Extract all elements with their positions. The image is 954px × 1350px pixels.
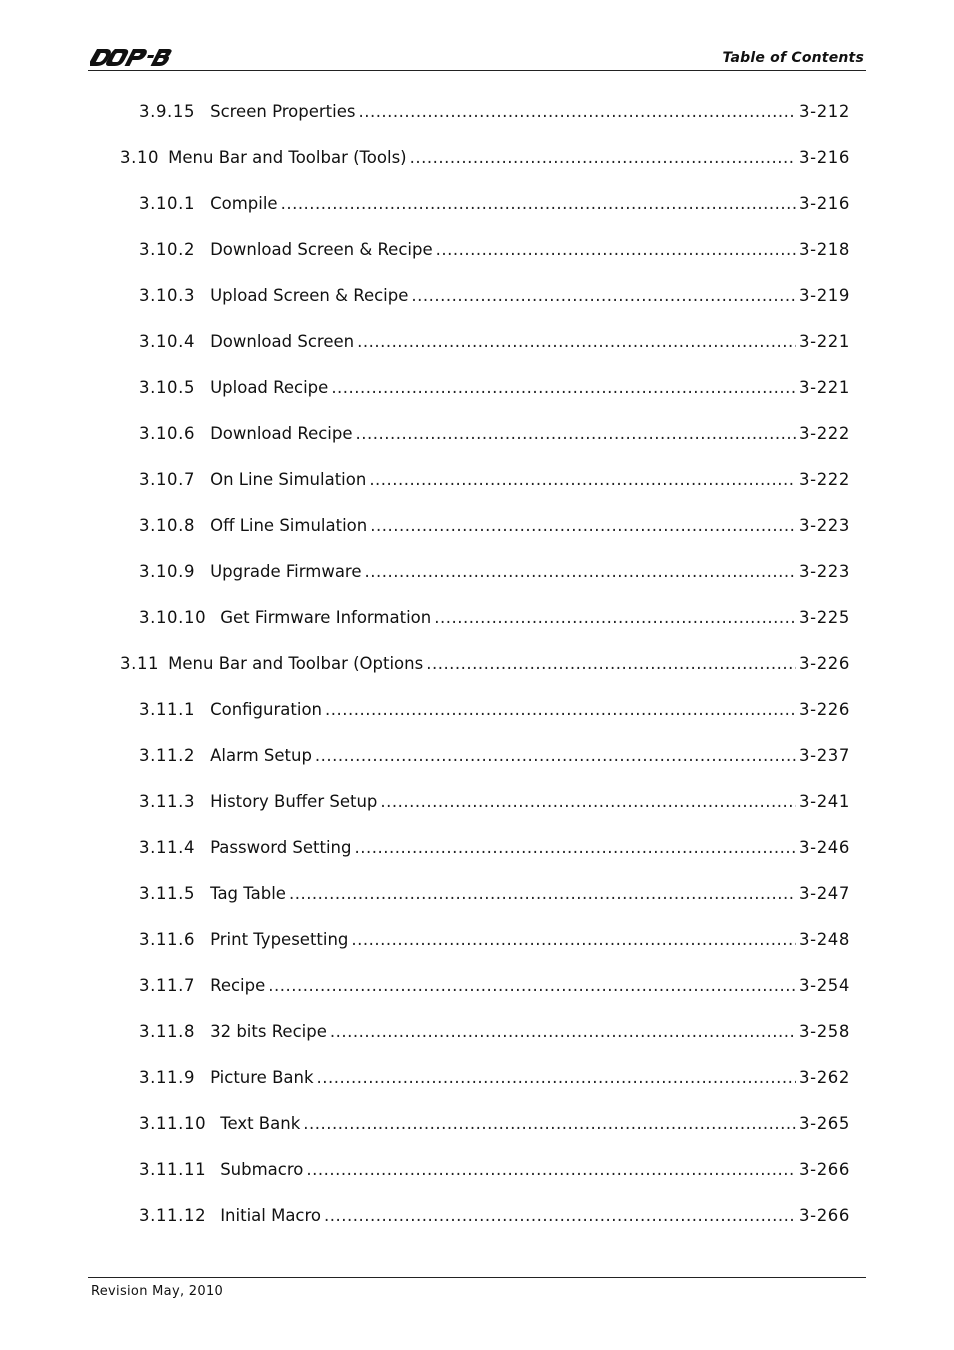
toc-dot-leader — [380, 792, 796, 811]
toc-entry-page: 3-216 — [799, 194, 850, 213]
toc-entry[interactable] — [139, 424, 850, 448]
toc-entry-page: 3-221 — [799, 332, 850, 351]
toc-entry-title: Upgrade Firmware — [210, 562, 362, 581]
toc-dot-leader — [358, 102, 796, 121]
toc-entry-page: 3-241 — [799, 792, 850, 811]
toc-entry[interactable] — [139, 516, 850, 540]
toc-entry-title: On Line Simulation — [210, 470, 367, 489]
toc-entry-page: 3-266 — [799, 1206, 850, 1225]
toc-dot-leader — [325, 700, 796, 719]
toc-entry-page: 3-265 — [799, 1114, 850, 1133]
toc-dot-leader — [306, 1160, 796, 1179]
toc-entry[interactable] — [139, 470, 850, 494]
toc-entry-title: Alarm Setup — [210, 746, 312, 765]
toc-entry-number: 3.11.3 — [139, 792, 196, 811]
toc-entry-number: 3.11.2 — [139, 746, 196, 765]
toc-dot-leader — [370, 516, 796, 535]
toc-entry-title: Menu Bar and Toolbar (Tools) — [168, 148, 407, 167]
toc-entry[interactable] — [139, 1022, 850, 1046]
toc-entry-title: Compile — [210, 194, 278, 213]
toc-entry-page: 3-225 — [799, 608, 850, 627]
toc-entry-number: 3.10.4 — [139, 332, 196, 351]
toc-entry-number: 3.11 — [120, 654, 160, 673]
toc-entry-title: Download Screen — [210, 332, 355, 351]
toc-entry-title: Recipe — [210, 976, 266, 995]
toc-entry-page: 3-222 — [799, 424, 850, 443]
toc-entry[interactable] — [139, 1206, 850, 1230]
toc-entry-title: Get Firmware Information — [220, 608, 432, 627]
toc-entry[interactable] — [139, 378, 850, 402]
toc-entry-title: Print Typesetting — [210, 930, 349, 949]
toc-entry-page: 3-219 — [799, 286, 850, 305]
toc-entry-number: 3.10.10 — [139, 608, 207, 627]
toc-entry-number: 3.10.5 — [139, 378, 196, 397]
toc-entry[interactable] — [139, 240, 850, 264]
toc-dot-leader — [436, 240, 796, 259]
toc-dot-leader — [317, 1068, 797, 1087]
toc-dot-leader — [369, 470, 796, 489]
toc-entry-number: 3.11.10 — [139, 1114, 207, 1133]
toc-entry-number: 3.9.15 — [139, 102, 196, 121]
toc-entry-number: 3.11.6 — [139, 930, 196, 949]
toc-entry-number: 3.10.1 — [139, 194, 196, 213]
toc-entry-title: Configuration — [210, 700, 322, 719]
toc-entry-page: 3-247 — [799, 884, 850, 903]
toc-entry-title: Off Line Simulation — [210, 516, 368, 535]
toc-entry-page: 3-212 — [799, 102, 850, 121]
toc-entry-number: 3.11.1 — [139, 700, 196, 719]
toc-entry-page: 3-266 — [799, 1160, 850, 1179]
toc-entry-number: 3.11.9 — [139, 1068, 196, 1087]
toc-entry-page: 3-254 — [799, 976, 850, 995]
toc-entry-page: 3-226 — [799, 700, 850, 719]
toc-dot-leader — [281, 194, 796, 213]
toc-entry-title: Download Recipe — [210, 424, 353, 443]
toc-entry[interactable] — [120, 654, 850, 678]
toc-entry[interactable] — [139, 1160, 850, 1184]
toc-entry-title: Download Screen & Recipe — [210, 240, 433, 259]
toc-dot-leader — [331, 378, 796, 397]
toc-entry-page: 3-258 — [799, 1022, 850, 1041]
toc-entry-page: 3-223 — [799, 562, 850, 581]
toc-entry-title: Menu Bar and Toolbar (Options — [168, 654, 424, 673]
toc-entry-number: 3.11.7 — [139, 976, 196, 995]
toc-entry-title: Upload Recipe — [210, 378, 329, 397]
toc-entry[interactable] — [139, 102, 850, 126]
header-title: Table of Contents — [722, 50, 864, 66]
page-footer — [88, 1277, 866, 1302]
toc-entry[interactable] — [139, 930, 850, 954]
toc-entry-title: Password Setting — [210, 838, 352, 857]
toc-entry-number: 3.10.2 — [139, 240, 196, 259]
toc-entry-page: 3-237 — [799, 746, 850, 765]
toc-entry-title: History Buffer Setup — [210, 792, 378, 811]
toc-dot-leader — [426, 654, 796, 673]
toc-entry-title: Screen Properties — [210, 102, 356, 121]
toc-dot-leader — [330, 1022, 796, 1041]
toc-dot-leader — [303, 1114, 796, 1133]
toc-entry-page: 3-262 — [799, 1068, 850, 1087]
toc-dot-leader — [289, 884, 796, 903]
toc-entry-page: 3-223 — [799, 516, 850, 535]
toc-dot-leader — [434, 608, 796, 627]
toc-entry-number: 3.10.3 — [139, 286, 196, 305]
toc-dot-leader — [355, 838, 797, 857]
toc-entry-page: 3-218 — [799, 240, 850, 259]
toc-dot-leader — [357, 332, 796, 351]
toc-entry[interactable] — [139, 792, 850, 816]
toc-entry-number: 3.11.4 — [139, 838, 196, 857]
toc-dot-leader — [324, 1206, 796, 1225]
toc-entry[interactable] — [120, 148, 850, 172]
toc-entry-number: 3.10.9 — [139, 562, 196, 581]
revision-text: Revision May, 2010 — [91, 1284, 224, 1299]
toc-dot-leader — [410, 148, 796, 167]
toc-entry-number: 3.11.12 — [139, 1206, 207, 1225]
toc-dot-leader — [365, 562, 797, 581]
toc-entry-page: 3-222 — [799, 470, 850, 489]
toc-entry[interactable] — [139, 976, 850, 1000]
toc-entry[interactable] — [139, 884, 850, 908]
toc-entry-number: 3.10.6 — [139, 424, 196, 443]
toc-entry-title: Upload Screen & Recipe — [210, 286, 409, 305]
toc-entry-page: 3-216 — [799, 148, 850, 167]
toc-dot-leader — [315, 746, 796, 765]
toc-entry-title: Submacro — [220, 1160, 304, 1179]
toc-entry[interactable] — [139, 746, 850, 770]
toc-entry-title: Text Bank — [220, 1114, 301, 1133]
toc-dot-leader — [268, 976, 796, 995]
toc-entry-number: 3.11.8 — [139, 1022, 196, 1041]
toc-entry-page: 3-246 — [799, 838, 850, 857]
toc-dot-leader — [411, 286, 796, 305]
toc-entry[interactable] — [139, 1068, 850, 1092]
toc-entry[interactable] — [139, 1114, 850, 1138]
toc-entry[interactable] — [139, 838, 850, 862]
toc-entry-number: 3.11.5 — [139, 884, 196, 903]
toc-entry-page: 3-226 — [799, 654, 850, 673]
toc-entry-title: Tag Table — [210, 884, 286, 903]
toc-entry-page: 3-248 — [799, 930, 850, 949]
toc-entry[interactable] — [139, 332, 850, 356]
toc-entry[interactable] — [139, 286, 850, 310]
toc-entry-number: 3.10 — [120, 148, 160, 167]
toc-entry-title: Initial Macro — [220, 1206, 322, 1225]
toc-entry-page: 3-221 — [799, 378, 850, 397]
toc-dot-leader — [351, 930, 796, 949]
toc-dot-leader — [356, 424, 797, 443]
toc-entry[interactable] — [139, 608, 850, 632]
toc-entry-title: 32 bits Recipe — [210, 1022, 327, 1041]
toc-entry[interactable] — [139, 700, 850, 724]
toc-entry[interactable] — [139, 562, 850, 586]
toc-entry[interactable] — [139, 194, 850, 218]
toc-entry-number: 3.10.8 — [139, 516, 196, 535]
toc-entry-number: 3.11.11 — [139, 1160, 207, 1179]
toc-entry-number: 3.10.7 — [139, 470, 196, 489]
toc-entry-title: Picture Bank — [210, 1068, 314, 1087]
